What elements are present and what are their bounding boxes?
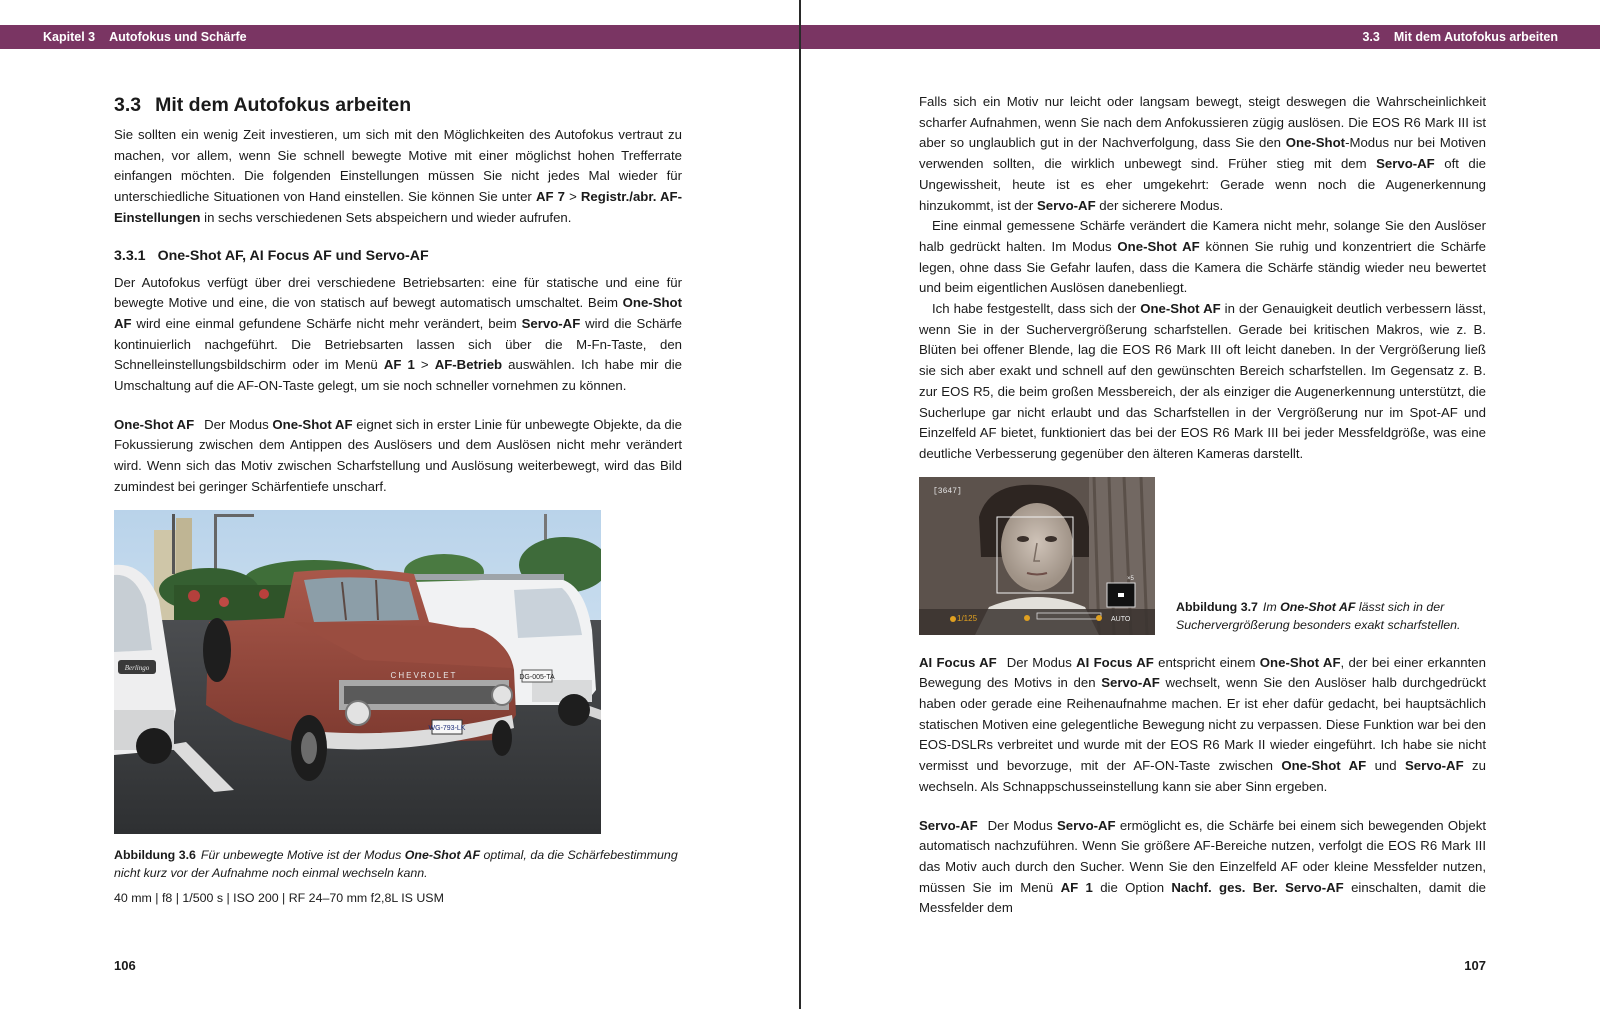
truck-plate-text: WG-793-LK	[428, 724, 466, 732]
right-page	[801, 0, 1600, 1009]
run-in-heading: AI Focus AF	[919, 654, 997, 670]
chapter-label: Kapitel 3	[43, 30, 96, 44]
figure-label: Abbildung 3.7	[1176, 599, 1258, 614]
shots-remaining: [3647]	[933, 486, 962, 496]
magnification-paragraph: Ich habe festgestellt, dass sich der One-Shot AF in der Genauigkeit deutlich verbessern lässt, wenn Sie in der Suchervergrößerung scharfstellen. Gerade bei kritischen Makros, wie z. B. Blüten bei offener Blende, lag die EOS R6 Mark III oft leicht daneben. In der Vergrößerung ließ sie sich aber exakt und schnell auf den gewünschten Bereich scharfstellen. Im Gegensatz z. B. zur EOS R5, die beim großen Messbereich, der als einziger die Augenerkennung unterstützt, die Sucherlupe gar nicht erlaubt und das Scharfstellen in der Vergrößerung nur im Spot-AF und Einzelfeld AF bietet, funktioniert das bei der EOS R6 Mark III bei jeder Messfeldgröße, was eine deutliche Verbesserung gegenüber den älteren Kameras darstellt.	[919, 301, 1487, 461]
run-in-heading: Servo-AF	[919, 817, 978, 833]
figure-caption: Abbildung 3.6 Für unbewegte Motive ist der Modus One-Shot AF optimal, da die Schärfebestimmung nicht kurz vor der Aufnahme noch einmal wechseln kann.	[114, 847, 678, 881]
section-title: Mit dem Autofokus arbeiten	[1393, 30, 1558, 44]
one-shot-paragraph: One-Shot AF Der Modus One-Shot AF eignet sich in erster Linie für unbewegte Objekte, da die Fokussierung zwischen dem Antippen des Auslösers und dem Auslösen nicht mehr verändert wird. Wenn sich das Motiv zwischen Scharfstellung und Auslösung weiterbewegt, wird das Bild zumindest bei geringer Schärfentiefe unscharf.	[114, 416, 683, 494]
van-plate-text: DG-005-TA	[519, 673, 555, 681]
exif-info: 40 mm | f8 | 1/500 s | ISO 200 | RF 24–70 mm f2,8L IS USM	[114, 890, 444, 905]
running-header	[801, 25, 1600, 49]
af-modes-paragraph: Der Autofokus verfügt über drei verschiedene Betriebsarten: eine für statische und eine für bewegte Motive und eine, die von statisch auf bewegt automatisch umschaltet. Beim One-Shot AF wird eine einmal gefundene Schärfe nicht mehr verändert, beim Servo-AF wird die Schärfe kontinuierlich nachgeführt. Die Betriebsarten lassen sich über die M-Fn-Taste, den Schnelleinstellungsbildschirm oder im Menü AF 1 > AF-Betrieb auswählen. Ich habe mir die Umschaltung auf die AF-ON-Taste gelegt, um sie noch schneller vornehmen zu können.	[114, 274, 683, 394]
section-number: 3.3	[1362, 30, 1380, 44]
subsection-heading	[114, 246, 682, 266]
tracking-paragraph: Falls sich ein Motiv nur leicht oder langsam bewegt, steigt deswegen die Wahrscheinlichkeit scharfer Aufnahmen, wenn Sie nach dem Anfokussieren zügig auslösen. Die EOS R6 Mark III ist aber so unglaublich gut in der Nachverfolgung, dass Sie den One-Shot-Modus nur bei Motiven verwenden sollten, die wirklich unbewegt sind. Früher stieg mit dem Servo-AF oft die Ungewissheit, heute ist es eher umgekehrt: Gerade wenn noch die Augenerkennung hinzukommt, ist der Servo-AF der sicherere Modus.	[919, 94, 1486, 213]
shutter-speed: 1/125	[957, 613, 978, 623]
servo-paragraph: Servo-AF Der Modus Servo-AF ermöglicht es, die Schärfe bei einem sich bewegenden Objekt automatisch nachzuführen. Wenn Sie größere AF-Bereiche nutzen, verfolgt die EOS R6 Mark III das Motiv auch durch den Sucher. Wenn Sie den Einzelfeld AF oder kleine Messfelder nutzen, müssen Sie im Menü AF 1 die Option Nachf. ges. Ber. Servo-AF einschalten, damit die Messfelder dem	[919, 817, 1487, 916]
subsection-number: 3.3.1	[114, 247, 146, 264]
left-page	[0, 0, 799, 1009]
focus-lock-paragraph: Eine einmal gemessene Schärfe verändert die Kamera nicht mehr, solange Sie den Auslöser halb gedrückt halten. Im Modus One-Shot AF können Sie ruhig und konzentriert die Schärfe legen, ohne dass Sie Gefahr laufen, dass die Kamera die Schärfe ständig wieder neu bewertet und beim eigentlichen Auslösen danebenliegt.	[919, 218, 1486, 296]
section-number: 3.3	[114, 94, 142, 116]
right-body	[919, 92, 1486, 919]
truck-brand-text: CHEVROLET	[390, 670, 458, 680]
truck-photo	[114, 510, 601, 834]
figure-3-7	[919, 477, 1486, 635]
chapter-title: Autofokus und Schärfe	[109, 30, 247, 44]
figure-caption: Abbildung 3.7 Im One-Shot AF lässt sich in der Suchervergrößerung besonders exakt scharfstellen.	[1176, 599, 1461, 633]
page-number: 107	[1464, 958, 1486, 973]
section-heading	[114, 91, 682, 119]
viewfinder-photo	[919, 477, 1155, 635]
van-badge-text: Berlingo	[124, 663, 150, 672]
iso-value: AUTO	[1111, 615, 1131, 623]
ai-focus-paragraph: AI Focus AF Der Modus AI Focus AF entspricht einem One-Shot AF, der bei einer erkannten Bewegung des Motivs in den Servo-AF wechselt, wenn Sie den Auslöser halb durchgedrückt haben oder gerade eine Reihenaufnahme machen. Er ist eher dafür gedacht, bei hauptsächlich statischen Motiven eine gelegentliche Bewegung nicht zu verpassen. Diese Funktion war bei den EOS-DSLRs verbreitet und wurde mit der EOS R6 Mark II wieder eingeführt. Ich habe sie nicht vermisst und bevorzuge, mit der AF-ON-Taste zwischen One-Shot AF und Servo-AF zu wechseln. Als Schnappschusseinstellung kann sie aber Sinn ergeben.	[919, 654, 1486, 794]
zoom-indicator: ×5	[1127, 575, 1134, 582]
run-in-heading: One-Shot AF	[114, 416, 195, 432]
page-number: 106	[114, 958, 136, 973]
figure-label: Abbildung 3.6	[114, 847, 196, 862]
subsection-title: One-Shot AF, AI Focus AF und Servo-AF	[157, 247, 429, 264]
left-body	[114, 91, 682, 907]
intro-paragraph: Sie sollten ein wenig Zeit investieren, um sich mit den Möglichkeiten des Autofokus vertraut zu machen, vor allem, wenn Sie schnell bewegte Motive mit einer möglichst hohen Trefferrate einfangen möchten. Die folgenden Einstellungen müssen Sie nicht jedes Mal wieder für unterschiedliche Situationen von Hand einstellen. Sie können Sie unter AF 7 > Registr./abr. AF-Einstellungen in sechs verschiedenen Sets abspeichern und wieder aufrufen.	[114, 127, 682, 225]
running-header	[0, 25, 799, 49]
section-title: Mit dem Autofokus arbeiten	[155, 94, 412, 116]
